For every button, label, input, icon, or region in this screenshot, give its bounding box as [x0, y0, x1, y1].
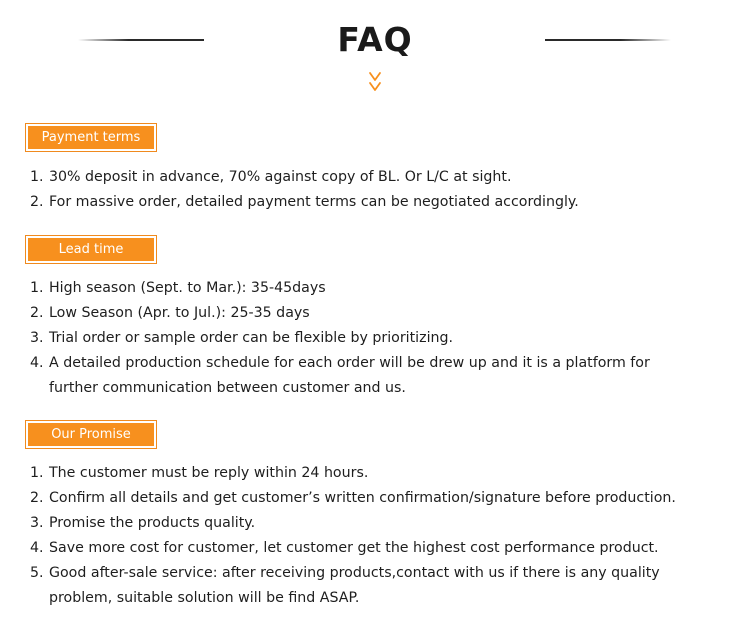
- list-item-text: Save more cost for customer, let customer get the highest cost performance product.: [49, 540, 659, 556]
- list-item-number: 1.: [30, 169, 44, 185]
- list-item-text: Good after-sale service: after receiving products,contact with us if there is any quality: [49, 565, 660, 581]
- lead-time-list: [30, 276, 650, 401]
- list-item-number: 2.: [30, 194, 44, 210]
- list-item-text: Promise the products quality.: [49, 515, 256, 531]
- page-title: FAQ: [337, 20, 413, 59]
- list-item: [30, 536, 676, 561]
- section-tag-label: Our Promise: [28, 423, 154, 446]
- list-item-number: 5.: [30, 565, 44, 581]
- list-item-text: Low Season (Apr. to Jul.): 25-35 days: [49, 305, 310, 321]
- list-item: [30, 301, 650, 326]
- section-tag-payment-terms: [25, 123, 157, 152]
- list-item: [30, 190, 579, 215]
- list-item-text-continuation: problem, suitable solution will be find ASAP.: [49, 590, 360, 606]
- list-item-text: The customer must be reply within 24 hours.: [49, 465, 369, 481]
- list-item: [30, 276, 650, 301]
- faq-header: [0, 0, 750, 100]
- section-tag-our-promise: [25, 420, 157, 449]
- list-item-text-continuation: further communication between customer and us.: [49, 380, 406, 396]
- list-item-number: 1.: [30, 465, 44, 481]
- our-promise-list: [30, 461, 676, 611]
- list-item: [30, 486, 676, 511]
- list-item: [30, 511, 676, 536]
- list-item-number: 1.: [30, 280, 44, 296]
- right-divider-line: [545, 39, 671, 41]
- list-item-number: 4.: [30, 355, 44, 371]
- section-tag-lead-time: [25, 235, 157, 264]
- list-item-text: Trial order or sample order can be flexible by prioritizing.: [49, 330, 454, 346]
- list-item-number: 3.: [30, 330, 44, 346]
- double-chevron-down-icon: [366, 70, 384, 96]
- list-item: [30, 326, 650, 351]
- list-item-text: A detailed production schedule for each order will be drew up and it is a platform for: [49, 355, 650, 371]
- list-item-number: 2.: [30, 305, 44, 321]
- list-item: [30, 461, 676, 486]
- list-item-number: 3.: [30, 515, 44, 531]
- list-item-number: 2.: [30, 490, 44, 506]
- payment-terms-list: [30, 165, 579, 215]
- list-item: [30, 561, 676, 611]
- list-item-text: High season (Sept. to Mar.): 35-45days: [49, 280, 326, 296]
- section-tag-label: Lead time: [28, 238, 154, 261]
- list-item: [30, 351, 650, 401]
- list-item-text: Confirm all details and get customer’s written confirmation/signature before production.: [49, 490, 676, 506]
- list-item: [30, 165, 579, 190]
- list-item-text: 30% deposit in advance, 70% against copy of BL. Or L/C at sight.: [49, 169, 512, 185]
- section-tag-label: Payment terms: [28, 126, 154, 149]
- list-item-number: 4.: [30, 540, 44, 556]
- list-item-text: For massive order, detailed payment terms can be negotiated accordingly.: [49, 194, 579, 210]
